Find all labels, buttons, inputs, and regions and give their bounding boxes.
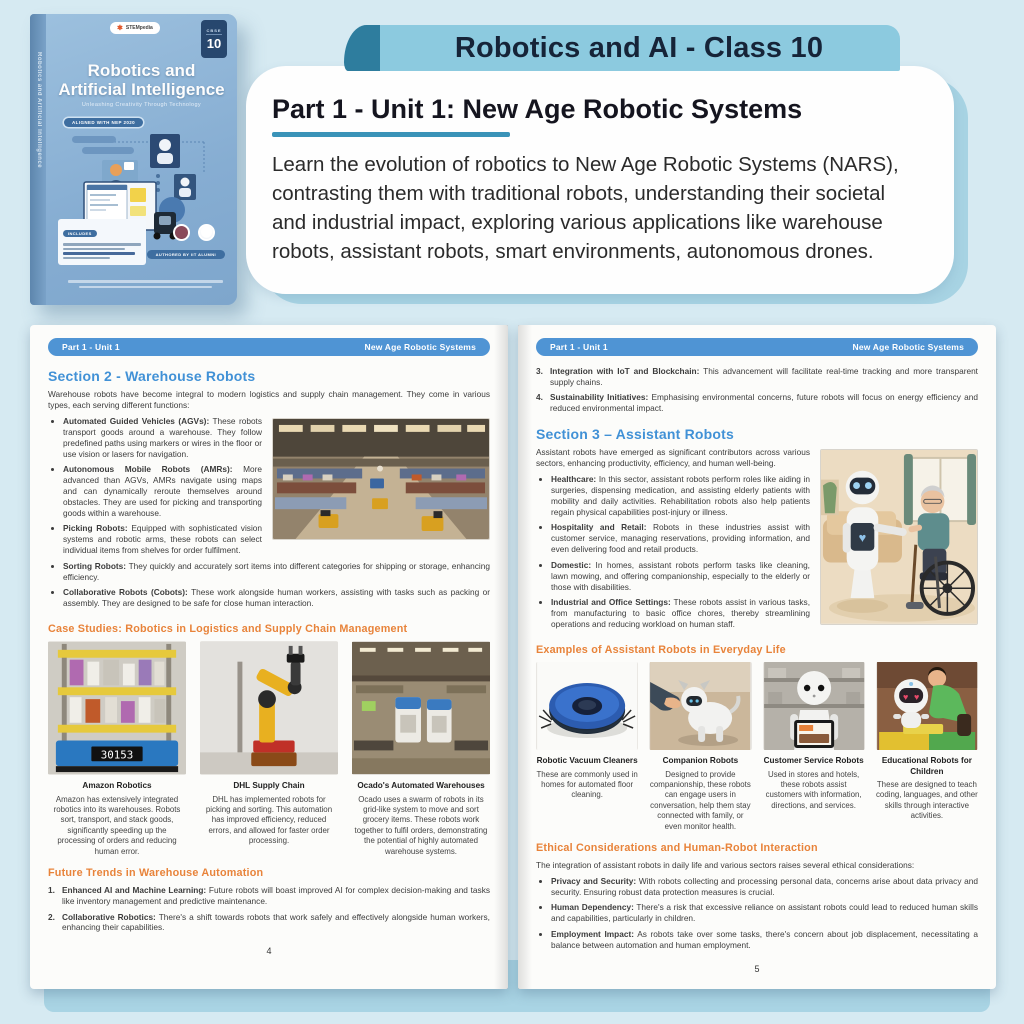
- bullet-picking: • Picking Robots: Equipped with sophisticated vision systems and robotic arms, these robots can select individual items from shelves for order fulfilment.: [63, 523, 490, 556]
- grade-number: 10: [206, 35, 222, 51]
- future-trends-list: [48, 885, 490, 933]
- example-companion: [649, 662, 751, 832]
- cover-certification-badges: [173, 224, 215, 241]
- includes-label: INCLUDES: [63, 230, 97, 237]
- amazon-robot-photo: [48, 641, 186, 775]
- example-name: Customer Service Robots: [763, 756, 864, 766]
- svg-text:♥: ♥: [858, 530, 867, 546]
- section-2-title: Section 2 - Warehouse Robots: [48, 368, 256, 384]
- case-studies-grid: [48, 641, 490, 857]
- warehouse-aisle-photo: [272, 418, 490, 540]
- header-chapter-label: New Age Robotic Systems: [852, 342, 964, 352]
- case-study-ocado: [352, 641, 490, 857]
- case-study-text: DHL has implemented robots for picking and sorting. This automation has improved efficiency, reduced errors, and allowed for faster order processing.: [205, 794, 333, 846]
- grade-badge: [201, 20, 227, 58]
- bullet-industrial: • Industrial and Office Settings: These robots assist in various tasks, from manufacturing to basic office chores, thereby streamlining operations and reducing workload on human staff.: [551, 597, 978, 630]
- assistant-robot-elderly-photo: [820, 449, 978, 625]
- example-name: Companion Robots: [662, 756, 739, 766]
- trend-item-4: 4. Sustainability Initiatives: Emphasising environmental concerns, future robots will focus on energy efficiency and reduced environmental impact.: [536, 392, 978, 414]
- nep-alignment-pill: ALIGNED WITH NEP 2020: [64, 118, 143, 127]
- page-spread: [30, 325, 997, 989]
- section-3-title: Section 3 – Assistant Robots: [536, 426, 735, 443]
- header-unit-label: Part 1 - Unit 1: [550, 342, 608, 352]
- example-vacuum: [536, 662, 638, 832]
- section-2-intro: Warehouse robots have become integral to modern logistics and supply chain management. They come in various types, each serving different functions:: [48, 389, 490, 410]
- stempedia-logo: [110, 22, 160, 34]
- example-customer-service: [763, 662, 865, 832]
- examples-title: Examples of Assistant Robots in Everyday Life: [536, 644, 786, 657]
- unit-title: Part 1 - Unit 1: New Age Robotic Systems: [272, 94, 803, 124]
- board-label: CBSE: [206, 27, 222, 33]
- svg-text:♥: ♥: [902, 692, 909, 703]
- companion-robot-dog-photo: [649, 662, 751, 750]
- ocado-warehouse-photo: [352, 641, 490, 775]
- case-study-name: Amazon Robotics: [82, 781, 152, 791]
- example-name: Robotic Vacuum Cleaners: [536, 756, 638, 766]
- header-unit-label: Part 1 - Unit 1: [62, 342, 120, 352]
- case-study-name: DHL Supply Chain: [233, 781, 305, 791]
- case-study-dhl: [200, 641, 338, 857]
- dhl-robotic-arm-photo: [200, 641, 338, 775]
- page-number-4: 4: [266, 946, 272, 957]
- example-educational: [876, 662, 978, 832]
- ethics-list: [536, 876, 978, 951]
- logo-pinwheel-icon: ✱: [117, 25, 123, 32]
- banner-title: Robotics and AI - Class 10: [454, 31, 824, 64]
- bullet-domestic: • Domestic: In homes, assistant robots perform tasks like cleaning, lawn mowing, and offering companionship, especially to the elderly or those with disabilities.: [551, 560, 978, 593]
- includes-list-lines: [63, 243, 141, 259]
- includes-box: [58, 219, 146, 265]
- book-cover: [30, 14, 237, 305]
- cover-title: Robotics and Artificial Intelligence: [58, 61, 225, 99]
- example-text: These are designed to teach coding, languages, and other skills through interactive activities.: [875, 779, 978, 821]
- page-header-bar: [48, 338, 490, 356]
- future-trends-continued: [536, 366, 978, 414]
- bullet-amr: • Autonomous Mobile Robots (AMRs): More advanced than AGVs, AMRs navigate using maps and can dynamically reroute themselves around obstacles. They are used for picking and transporting goods within a warehouse.: [63, 464, 490, 519]
- svg-text:♥: ♥: [913, 692, 920, 703]
- example-name: Educational Robots for Children: [881, 756, 972, 776]
- cover-subtitle: Unleashing Creativity Through Technology: [81, 102, 202, 109]
- badge-seal-icon: [173, 224, 190, 241]
- cover-fineprint-lines: [68, 280, 223, 291]
- page-header-bar: [536, 338, 978, 356]
- bullet-dependency: • Human Dependency: There's a risk that excessive reliance on assistant robots could lead to reduced human skills and capabilities, particularly in children.: [551, 902, 978, 924]
- future-trends-title: Future Trends in Warehouse Automation: [48, 867, 264, 880]
- bullet-healthcare: • Healthcare: In this sector, assistant robots perform roles like aiding in surgeries, dispensing medication, and assisting elderly patients with mobility and daily activities. Rehabilitation robots also help patients regain physical capabilities post-injury or illness.: [551, 474, 978, 518]
- bullet-cobots: • Collaborative Robots (Cobots): These work alongside human workers, assisting with tasks such as packing or assembly. They are designed to be safe for close human interaction.: [63, 587, 490, 609]
- svg-text:30153: 30153: [100, 748, 134, 762]
- bullet-privacy: • Privacy and Security: With robots collecting and processing personal data, concerns arise about data privacy and security. Ensuring robust data protection measures is crucial.: [551, 876, 978, 898]
- case-studies-title: Case Studies: Robotics in Logistics and Supply Chain Management: [48, 623, 408, 636]
- example-text: Used in stores and hotels, these robots assist customers with information, directions, and services.: [765, 769, 862, 810]
- pepper-robot-photo: [763, 662, 865, 750]
- intro-card: [246, 66, 954, 294]
- page-4: [30, 325, 508, 989]
- title-underline: [272, 132, 510, 137]
- brand-name: STEMpedia: [125, 25, 153, 31]
- bullet-employment: • Employment Impact: As robots take over some tasks, there's concern about job displacement, necessitating a balance between automation and human employment.: [551, 929, 978, 951]
- trend-item-2: 2. Collaborative Robotics: There's a shift towards robots that work safely and effectively alongside human workers, enhancing their capabilities.: [48, 911, 490, 933]
- example-text: These are commonly used in homes for automated floor cleaning.: [536, 769, 638, 800]
- section-3-intro: Assistant robots have emerged as significant contributors across various sectors, enhancing productivity, efficiency, and human well-being.: [536, 447, 810, 469]
- header-chapter-label: New Age Robotic Systems: [364, 342, 476, 352]
- spine-title: Robotics and Artificial Intelligence: [36, 52, 42, 169]
- bullet-hospitality: • Hospitality and Retail: Robots in these industries assist with customer service, managing reservations, providing information, and even delivering food and retail products.: [551, 522, 978, 555]
- example-text: Designed to provide companionship, these robots can engage users in conversation, help them stay connected with family, or even monitor health.: [649, 769, 751, 831]
- banner-accent-shape: [344, 25, 380, 71]
- badge-robot-icon: [198, 224, 215, 241]
- authored-by-pill: AUTHORED BY IIT ALUMNI: [147, 250, 225, 259]
- case-study-text: Amazon has extensively integrated robotics into its warehouses. Robots sort, transport, and stack goods, significantly speeding up the processing of orders and reducing human error.: [53, 794, 181, 856]
- robotic-vacuum-photo: [536, 662, 638, 750]
- bullet-sorting: • Sorting Robots: They quickly and accurately sort items into different categories for shipping or storage, enhancing efficiency.: [63, 561, 490, 583]
- bullet-agv: • Automated Guided Vehicles (AGVs): These robots transport goods around a warehouse. They follow predefined paths using markers or wires in the floor or use vision or lasers for navigation.: [63, 416, 490, 460]
- page-5: [518, 325, 996, 989]
- case-study-amazon: [48, 641, 186, 857]
- page-number-5: 5: [754, 963, 760, 974]
- case-study-name: Ocado's Automated Warehouses: [357, 781, 485, 791]
- ethics-intro: The integration of assistant robots in daily life and various sectors raises several ethical considerations:: [536, 860, 915, 871]
- case-study-text: Ocado uses a swarm of robots in its grid-like system to move and sort grocery items. These robots work together to fulfil orders, demonstrating the potential of highly automated warehouse systems.: [354, 794, 488, 856]
- trend-item-1: 1. Enhanced AI and Machine Learning: Future robots will boast improved AI for complex decision-making and tasks like inventory management and predictive maintenance.: [48, 885, 490, 907]
- unit-description: Learn the evolution of robotics to New Age Robotic Systems (NARS), contrasting them with traditional robots, understanding their societal and industrial impact, exploring various applications like warehouse robots, assistant robots, smart environments, autonomous drones.: [272, 153, 899, 264]
- header-banner: [378, 25, 900, 71]
- educational-robot-photo: [876, 662, 978, 750]
- book-cover-front: [46, 14, 237, 305]
- examples-grid: [536, 662, 978, 832]
- trend-item-3: 3. Integration with IoT and Blockchain: This advancement will facilitate real-time tracking and more transparent supply chains.: [536, 366, 978, 387]
- ethics-title: Ethical Considerations and Human-Robot Interaction: [536, 842, 818, 855]
- book-spine: [30, 14, 46, 305]
